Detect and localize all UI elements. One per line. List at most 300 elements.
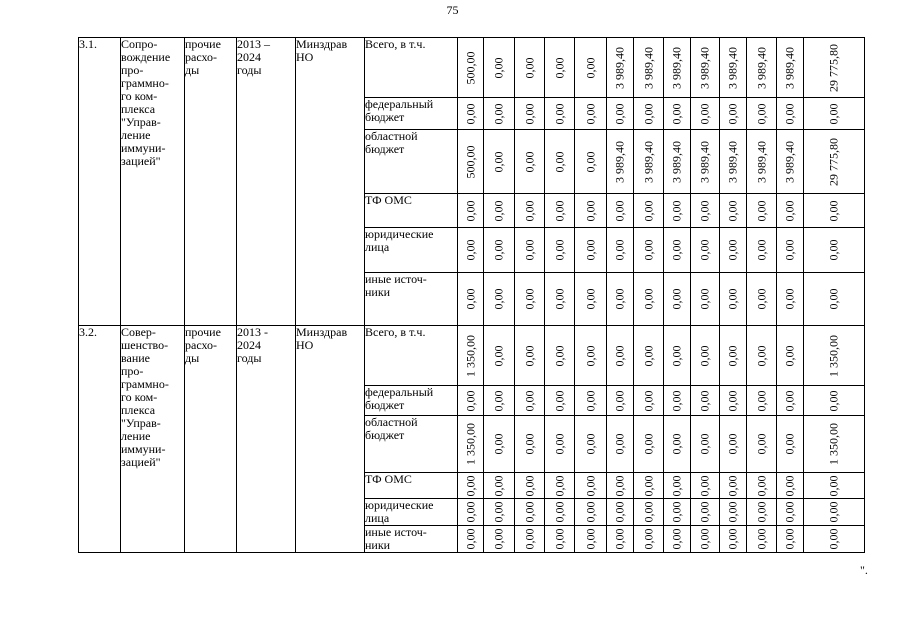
cell-value: 0,00 [552, 528, 566, 550]
year-value-cell [545, 194, 575, 228]
year-value-cell [777, 526, 804, 553]
total-value-cell [804, 38, 865, 98]
year-value-cell [458, 416, 484, 473]
total-value-cell [804, 130, 865, 194]
year-value-cell [720, 38, 747, 98]
year-value-cell [575, 98, 607, 130]
year-value-cell [747, 526, 777, 553]
total-value-cell [804, 526, 865, 553]
year-value-cell [720, 526, 747, 553]
total-value-cell [804, 326, 865, 386]
cell-value: 0,00 [782, 390, 797, 411]
year-value-cell [575, 416, 607, 473]
year-value-cell [607, 194, 634, 228]
cell-value: 0,00 [552, 239, 566, 261]
cell-value: 1 350,00 [826, 334, 841, 377]
year-value-cell [664, 273, 691, 326]
cell-value: 0,00 [725, 288, 740, 310]
year-value-cell [747, 473, 777, 499]
year-value-cell [515, 98, 545, 130]
cell-value: 0,00 [697, 200, 712, 221]
implementation-period: 2013 - 2024 годы [237, 326, 296, 553]
cell-value: 0,00 [782, 528, 797, 550]
cell-value: 0,00 [552, 103, 566, 124]
implementation-period: 2013 – 2024 годы [237, 38, 296, 326]
cell-value: 0,00 [669, 103, 684, 124]
year-value-cell [484, 499, 515, 526]
year-value-cell [664, 326, 691, 386]
cell-value: 0,00 [583, 151, 597, 172]
funding-source-label: иные источ- ники [365, 526, 458, 553]
year-value-cell [484, 98, 515, 130]
year-value-cell [575, 228, 607, 273]
cell-value: 0,00 [583, 103, 597, 124]
funding-source-label: Всего, в т.ч. [365, 326, 458, 386]
year-value-cell [458, 38, 484, 98]
cell-value: 0,00 [552, 288, 566, 310]
cell-value: 3 989,40 [669, 140, 684, 183]
cell-value: 0,00 [491, 103, 506, 124]
cell-value: 0,00 [612, 288, 627, 310]
year-value-cell [691, 416, 720, 473]
year-value-cell [664, 499, 691, 526]
cell-value: 0,00 [826, 501, 841, 523]
year-value-cell [484, 194, 515, 228]
cell-value: 1 350,00 [826, 423, 841, 465]
cell-value: 0,00 [697, 475, 712, 496]
cell-value: 0,00 [782, 433, 797, 455]
cell-value: 0,00 [641, 528, 655, 550]
cell-value: 0,00 [522, 390, 536, 411]
year-value-cell [484, 526, 515, 553]
year-value-cell [664, 526, 691, 553]
year-value-cell [484, 386, 515, 416]
cell-value: 0,00 [669, 239, 684, 261]
cell-value: 0,00 [491, 390, 506, 411]
cell-value: 0,00 [491, 200, 506, 221]
cell-value: 0,00 [491, 433, 506, 455]
cell-value: 0,00 [583, 528, 597, 550]
year-value-cell [607, 228, 634, 273]
cell-value: 0,00 [552, 475, 566, 496]
cell-value: 0,00 [463, 501, 477, 523]
cell-value: 3 989,40 [725, 140, 740, 183]
year-value-cell [777, 194, 804, 228]
cell-value: 29 775,80 [826, 137, 841, 186]
cell-value: 0,00 [552, 151, 566, 172]
year-value-cell [515, 228, 545, 273]
year-value-cell [777, 326, 804, 386]
cell-value: 3 989,40 [641, 140, 655, 183]
year-value-cell [545, 228, 575, 273]
year-value-cell [575, 473, 607, 499]
expense-type: прочие расхо- ды [185, 326, 237, 553]
year-value-cell [664, 194, 691, 228]
cell-value: 0,00 [641, 475, 655, 496]
year-value-cell [545, 273, 575, 326]
year-value-cell [515, 130, 545, 194]
year-value-cell [607, 38, 634, 98]
cell-value: 500,00 [463, 145, 477, 178]
cell-value: 29 775,80 [826, 43, 841, 92]
cell-value: 3 989,40 [612, 140, 627, 183]
cell-value: 3 989,40 [754, 46, 768, 89]
year-value-cell [575, 499, 607, 526]
table-row [79, 326, 865, 386]
year-value-cell [575, 526, 607, 553]
year-value-cell [777, 130, 804, 194]
cell-value: 0,00 [612, 501, 627, 523]
cell-value: 0,00 [552, 345, 566, 366]
cell-value: 0,00 [463, 103, 477, 124]
year-value-cell [515, 38, 545, 98]
year-value-cell [484, 38, 515, 98]
year-value-cell [515, 499, 545, 526]
responsible-executor: Минздрав НО [296, 38, 365, 326]
measure-name: Сопро- вождение про- граммно- го ком- плекса "Управ- ление иммуни- зацией" [121, 38, 185, 326]
funding-source-label: иные источ- ники [365, 273, 458, 326]
year-value-cell [484, 130, 515, 194]
table-row [79, 38, 865, 98]
year-value-cell [634, 98, 664, 130]
year-value-cell [634, 416, 664, 473]
year-value-cell [720, 273, 747, 326]
cell-value: 0,00 [669, 345, 684, 366]
year-value-cell [634, 473, 664, 499]
funding-source-label: ТФ ОМС [365, 194, 458, 228]
year-value-cell [458, 473, 484, 499]
total-value-cell [804, 499, 865, 526]
cell-value: 0,00 [552, 501, 566, 523]
cell-value: 0,00 [522, 475, 536, 496]
year-value-cell [458, 526, 484, 553]
cell-value: 0,00 [697, 345, 712, 366]
total-value-cell [804, 228, 865, 273]
year-value-cell [747, 98, 777, 130]
budget-table [78, 37, 865, 553]
year-value-cell [777, 98, 804, 130]
year-value-cell [458, 228, 484, 273]
year-value-cell [777, 38, 804, 98]
cell-value: 0,00 [754, 200, 768, 221]
year-value-cell [747, 326, 777, 386]
cell-value: 0,00 [522, 528, 536, 550]
cell-value: 0,00 [463, 288, 477, 310]
year-value-cell [691, 499, 720, 526]
cell-value: 0,00 [826, 390, 841, 411]
year-value-cell [607, 326, 634, 386]
year-value-cell [607, 526, 634, 553]
cell-value: 0,00 [583, 239, 597, 261]
year-value-cell [664, 386, 691, 416]
cell-value: 0,00 [463, 475, 477, 496]
cell-value: 0,00 [583, 345, 597, 366]
year-value-cell [575, 273, 607, 326]
year-value-cell [458, 386, 484, 416]
year-value-cell [691, 98, 720, 130]
total-value-cell [804, 98, 865, 130]
cell-value: 0,00 [552, 433, 566, 455]
year-value-cell [720, 98, 747, 130]
year-value-cell [664, 228, 691, 273]
cell-value: 0,00 [612, 200, 627, 221]
cell-value: 0,00 [782, 345, 797, 366]
cell-value: 0,00 [697, 239, 712, 261]
total-value-cell [804, 386, 865, 416]
year-value-cell [607, 273, 634, 326]
cell-value: 0,00 [697, 288, 712, 310]
cell-value: 1 350,00 [463, 334, 477, 377]
cell-value: 0,00 [522, 345, 536, 366]
cell-value: 0,00 [725, 103, 740, 124]
cell-value: 0,00 [826, 288, 841, 310]
cell-value: 0,00 [491, 151, 506, 172]
year-value-cell [545, 326, 575, 386]
cell-value: 0,00 [641, 103, 655, 124]
cell-value: 0,00 [491, 239, 506, 261]
year-value-cell [545, 416, 575, 473]
cell-value: 3 989,40 [612, 46, 627, 89]
cell-value: 0,00 [826, 528, 841, 550]
cell-value: 0,00 [463, 239, 477, 261]
cell-value: 0,00 [697, 390, 712, 411]
year-value-cell [747, 499, 777, 526]
cell-value: 0,00 [782, 288, 797, 310]
cell-value: 0,00 [669, 433, 684, 455]
year-value-cell [484, 473, 515, 499]
year-value-cell [747, 194, 777, 228]
year-value-cell [515, 473, 545, 499]
row-number: 3.2. [79, 326, 121, 553]
year-value-cell [545, 499, 575, 526]
cell-value: 0,00 [725, 501, 740, 523]
year-value-cell [458, 130, 484, 194]
cell-value: 0,00 [669, 390, 684, 411]
year-value-cell [545, 38, 575, 98]
cell-value: 0,00 [522, 57, 536, 78]
year-value-cell [484, 416, 515, 473]
funding-source-label: федеральный бюджет [365, 98, 458, 130]
cell-value: 0,00 [522, 151, 536, 172]
year-value-cell [777, 386, 804, 416]
cell-value: 0,00 [641, 501, 655, 523]
cell-value: 0,00 [552, 390, 566, 411]
cell-value: 0,00 [641, 345, 655, 366]
year-value-cell [634, 228, 664, 273]
year-value-cell [691, 473, 720, 499]
year-value-cell [720, 386, 747, 416]
funding-source-label: федеральный бюджет [365, 386, 458, 416]
cell-value: 500,00 [463, 51, 477, 84]
cell-value: 0,00 [754, 390, 768, 411]
year-value-cell [575, 386, 607, 416]
year-value-cell [691, 526, 720, 553]
cell-value: 0,00 [669, 475, 684, 496]
cell-value: 0,00 [725, 433, 740, 455]
year-value-cell [691, 194, 720, 228]
cell-value: 0,00 [463, 200, 477, 221]
year-value-cell [545, 473, 575, 499]
total-value-cell [804, 273, 865, 326]
cell-value: 0,00 [826, 239, 841, 261]
cell-value: 3 989,40 [669, 46, 684, 89]
year-value-cell [664, 473, 691, 499]
cell-value: 0,00 [725, 528, 740, 550]
year-value-cell [777, 473, 804, 499]
year-value-cell [545, 386, 575, 416]
year-value-cell [720, 194, 747, 228]
cell-value: 0,00 [754, 475, 768, 496]
year-value-cell [634, 526, 664, 553]
cell-value: 0,00 [583, 390, 597, 411]
cell-value: 0,00 [697, 103, 712, 124]
cell-value: 0,00 [669, 501, 684, 523]
cell-value: 3 989,40 [697, 46, 712, 89]
year-value-cell [691, 326, 720, 386]
year-value-cell [747, 273, 777, 326]
year-value-cell [607, 98, 634, 130]
year-value-cell [458, 194, 484, 228]
cell-value: 0,00 [754, 103, 768, 124]
year-value-cell [747, 416, 777, 473]
year-value-cell [515, 416, 545, 473]
expense-type: прочие расхо- ды [185, 38, 237, 326]
year-value-cell [515, 273, 545, 326]
year-value-cell [458, 326, 484, 386]
cell-value: 0,00 [612, 475, 627, 496]
year-value-cell [458, 273, 484, 326]
funding-source-label: юридические лица [365, 499, 458, 526]
cell-value: 0,00 [612, 433, 627, 455]
cell-value: 0,00 [725, 390, 740, 411]
cell-value: 0,00 [782, 200, 797, 221]
year-value-cell [747, 228, 777, 273]
year-value-cell [777, 273, 804, 326]
cell-value: 0,00 [612, 345, 627, 366]
cell-value: 0,00 [491, 528, 506, 550]
cell-value: 0,00 [583, 433, 597, 455]
year-value-cell [545, 130, 575, 194]
year-value-cell [720, 473, 747, 499]
cell-value: 0,00 [522, 433, 536, 455]
year-value-cell [634, 326, 664, 386]
year-value-cell [747, 386, 777, 416]
cell-value: 0,00 [583, 501, 597, 523]
year-value-cell [545, 98, 575, 130]
year-value-cell [634, 194, 664, 228]
cell-value: 0,00 [669, 288, 684, 310]
year-value-cell [484, 273, 515, 326]
total-value-cell [804, 416, 865, 473]
year-value-cell [777, 499, 804, 526]
year-value-cell [458, 98, 484, 130]
year-value-cell [515, 526, 545, 553]
cell-value: 0,00 [491, 501, 506, 523]
cell-value: 0,00 [612, 103, 627, 124]
cell-value: 0,00 [641, 433, 655, 455]
year-value-cell [484, 326, 515, 386]
year-value-cell [484, 228, 515, 273]
cell-value: 3 989,40 [782, 46, 797, 89]
year-value-cell [515, 326, 545, 386]
year-value-cell [691, 386, 720, 416]
responsible-executor: Минздрав НО [296, 326, 365, 553]
year-value-cell [747, 130, 777, 194]
total-value-cell [804, 194, 865, 228]
cell-value: 0,00 [782, 239, 797, 261]
cell-value: 0,00 [552, 200, 566, 221]
measure-name: Совер- шенство- вание про- граммно- го ком- плекса "Управ- ление иммуни- зацией" [121, 326, 185, 553]
cell-value: 0,00 [583, 475, 597, 496]
year-value-cell [691, 130, 720, 194]
closing-quote-mark: ". [860, 563, 868, 577]
cell-value: 3 989,40 [782, 140, 797, 183]
year-value-cell [691, 228, 720, 273]
cell-value: 0,00 [641, 288, 655, 310]
cell-value: 0,00 [522, 288, 536, 310]
cell-value: 0,00 [782, 475, 797, 496]
cell-value: 0,00 [782, 501, 797, 523]
funding-source-label: ТФ ОМС [365, 473, 458, 499]
year-value-cell [575, 326, 607, 386]
year-value-cell [458, 499, 484, 526]
year-value-cell [634, 130, 664, 194]
cell-value: 0,00 [463, 390, 477, 411]
cell-value: 0,00 [826, 200, 841, 221]
row-number: 3.1. [79, 38, 121, 326]
year-value-cell [720, 130, 747, 194]
year-value-cell [664, 38, 691, 98]
cell-value: 0,00 [522, 501, 536, 523]
total-value-cell [804, 473, 865, 499]
cell-value: 0,00 [491, 57, 506, 78]
year-value-cell [515, 386, 545, 416]
cell-value: 3 989,40 [697, 140, 712, 183]
cell-value: 0,00 [782, 103, 797, 124]
year-value-cell [545, 526, 575, 553]
cell-value: 0,00 [491, 345, 506, 366]
year-value-cell [777, 416, 804, 473]
cell-value: 0,00 [754, 433, 768, 455]
year-value-cell [720, 416, 747, 473]
year-value-cell [664, 130, 691, 194]
year-value-cell [720, 499, 747, 526]
funding-source-label: Всего, в т.ч. [365, 38, 458, 98]
cell-value: 0,00 [491, 475, 506, 496]
year-value-cell [575, 130, 607, 194]
cell-value: 0,00 [583, 200, 597, 221]
year-value-cell [777, 228, 804, 273]
cell-value: 0,00 [725, 345, 740, 366]
cell-value: 0,00 [754, 528, 768, 550]
cell-value: 3 989,40 [725, 46, 740, 89]
year-value-cell [634, 386, 664, 416]
year-value-cell [607, 473, 634, 499]
funding-source-label: юридические лица [365, 228, 458, 273]
year-value-cell [515, 194, 545, 228]
year-value-cell [664, 98, 691, 130]
year-value-cell [634, 273, 664, 326]
cell-value: 0,00 [641, 239, 655, 261]
cell-value: 0,00 [697, 433, 712, 455]
cell-value: 0,00 [725, 475, 740, 496]
cell-value: 0,00 [522, 239, 536, 261]
cell-value: 0,00 [612, 528, 627, 550]
cell-value: 0,00 [612, 239, 627, 261]
page-number: 75 [446, 3, 459, 17]
cell-value: 0,00 [522, 103, 536, 124]
year-value-cell [607, 416, 634, 473]
